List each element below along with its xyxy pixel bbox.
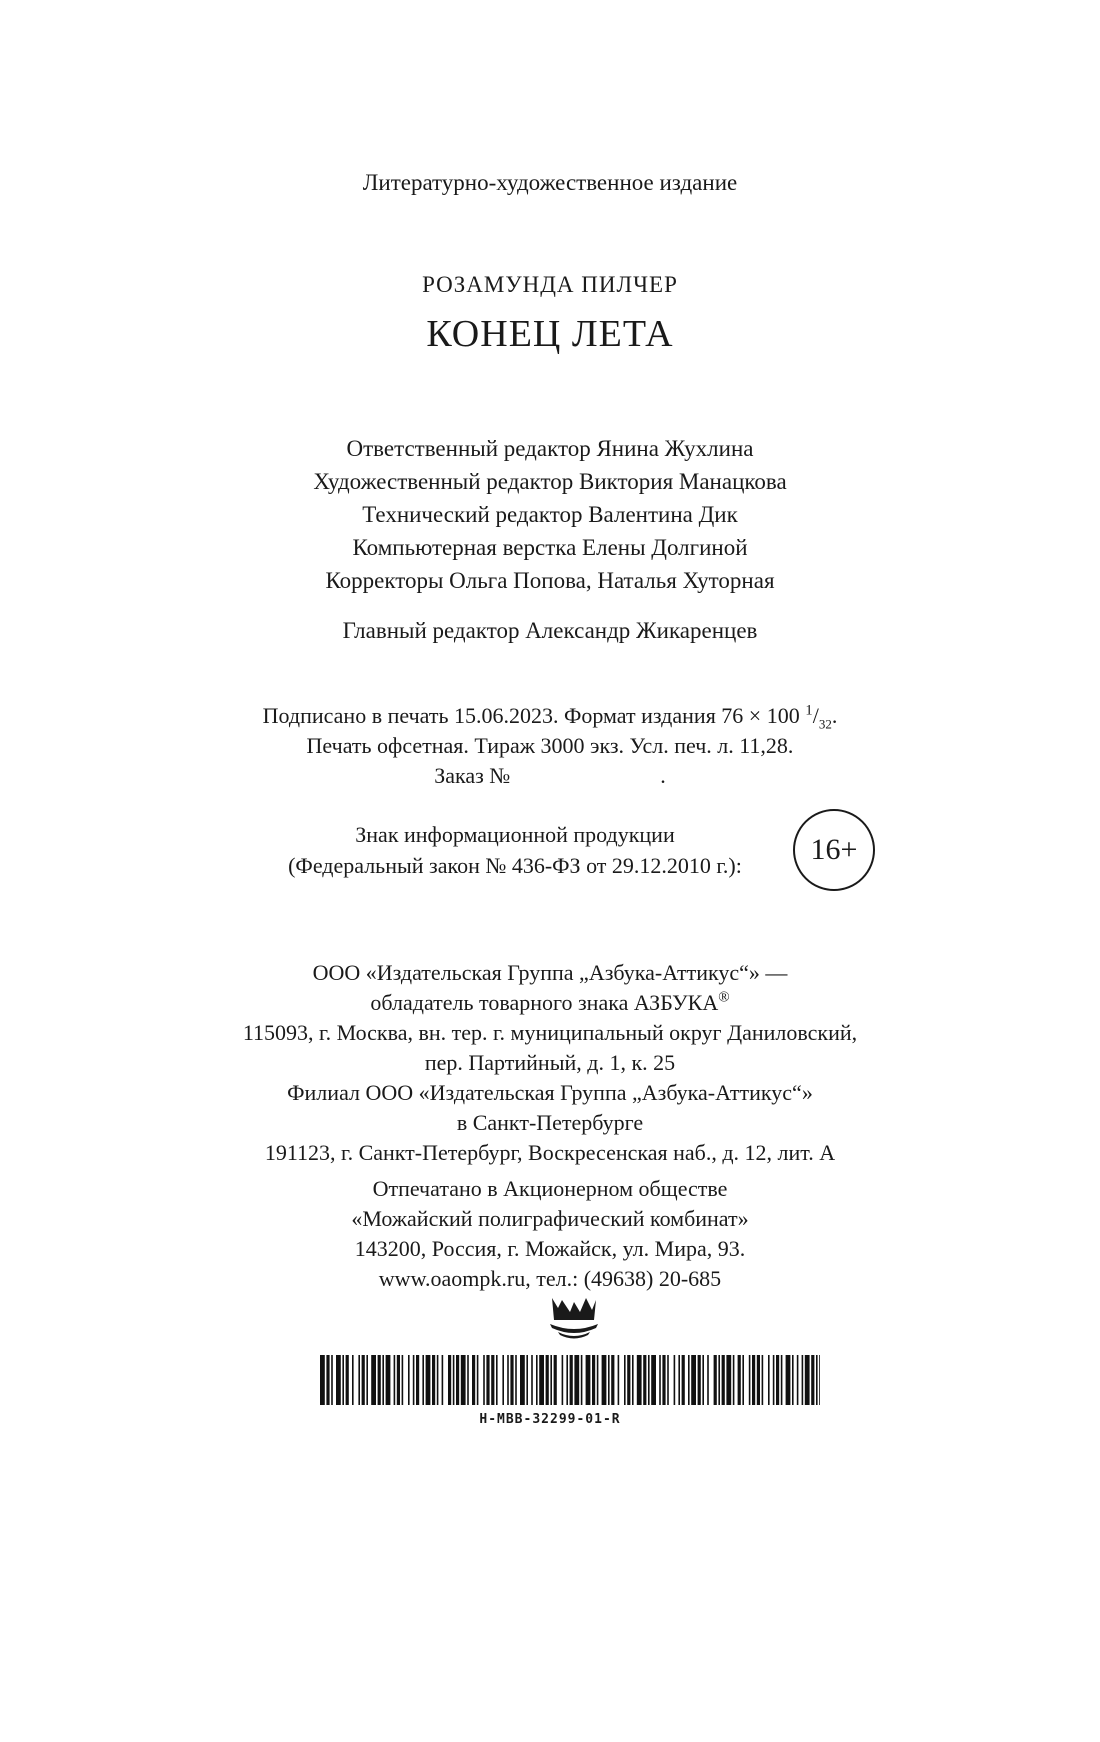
publisher-line: ООО «Издательская Группа „Азбука-Аттикус“» — [312, 960, 788, 985]
branch-address: 191123, г. Санкт-Петербург, Воскресенская наб., д. 12, лит. А [264, 1140, 836, 1165]
publisher-address: пер. Партийный, д. 1, к. 25 [424, 1050, 676, 1075]
book-title: КОНЕЦ ЛЕТА [426, 313, 674, 355]
barcode-label: Н-МВВ-32299-01-R [479, 1412, 621, 1427]
order-label: Заказ № [434, 763, 511, 788]
credit-line: Технический редактор Валентина Дик [362, 502, 738, 527]
credit-line: Ответственный редактор Янина Жухлина [346, 436, 754, 461]
printer-contacts: www.oaompk.ru, тел.: (49638) 20-685 [378, 1266, 722, 1291]
edition-type: Литературно-художественное издание [362, 170, 738, 195]
format-line-end: . [831, 703, 838, 728]
print-format-text: Подписано в печать 15.06.2023. Формат издания 76 × 100 [262, 703, 806, 728]
publisher-line: обладатель товарного знака АЗБУКА [370, 990, 719, 1015]
chief-editor: Главный редактор Александр Жикаренцев [342, 618, 758, 643]
format-fraction-numerator: 1 [805, 702, 813, 719]
age-rating-label: Знак информационной продукции [355, 822, 675, 847]
printer-name: «Можайский полиграфический комбинат» [351, 1206, 749, 1231]
print-info-format [0, 702, 1100, 732]
credit-line: Компьютерная верстка Елены Долгиной [352, 535, 748, 560]
registered-mark: ® [718, 989, 730, 1006]
order-number [0, 763, 1100, 789]
format-fraction-denominator: 32 [818, 716, 832, 732]
barcode-icon [320, 1355, 820, 1405]
publisher-address: 115093, г. Москва, вн. тер. г. муниципальный округ Даниловский, [242, 1020, 858, 1045]
age-rating-badge: 16+ [793, 809, 875, 891]
printer-logo-icon [548, 1290, 600, 1342]
publisher-trademark-line [0, 990, 1100, 1016]
branch-line: Филиал ООО «Издательская Группа „Азбука-Аттикус“» [287, 1080, 813, 1105]
age-rating-law: (Федеральный закон № 436-ФЗ от 29.12.2010 г.): [288, 853, 742, 878]
author-name: РОЗАМУНДА ПИЛЧЕР [422, 272, 678, 297]
branch-line: в Санкт-Петербурге [456, 1110, 644, 1135]
credit-line: Корректоры Ольга Попова, Наталья Хуторная [325, 568, 775, 593]
printer-address: 143200, Россия, г. Можайск, ул. Мира, 93. [354, 1236, 746, 1261]
credit-line: Художественный редактор Виктория Манацкова [313, 469, 787, 494]
print-info-run: Печать офсетная. Тираж 3000 экз. Усл. печ. л. 11,28. [306, 733, 794, 758]
order-end: . [660, 763, 666, 788]
printer-line: Отпечатано в Акционерном обществе [372, 1176, 728, 1201]
format-fraction-slash: / [812, 703, 819, 728]
